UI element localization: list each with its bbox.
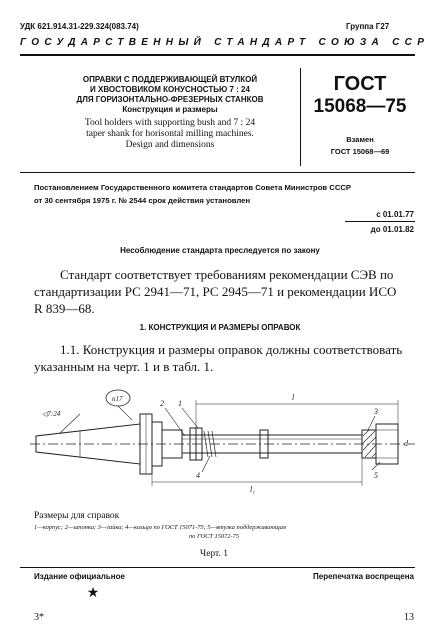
intro-line-2: стандартизации РС 2941—71, РС 2945—71 и рекомендации ИСО	[34, 284, 397, 299]
sheet-mark: 3*	[34, 612, 44, 623]
dim-l1-label: l₁	[250, 485, 256, 494]
leader-2	[165, 408, 185, 436]
taper-leader	[60, 414, 80, 433]
title-divider	[300, 68, 301, 166]
standard-line: ГОСУДАРСТВЕННЫЙ СТАНДАРТ СОЮЗА ССР	[20, 37, 430, 48]
page-number: 13	[404, 612, 414, 623]
star-mark: ★	[86, 586, 100, 601]
callout-n-leader	[118, 406, 132, 420]
reference-title: Размеры для справок	[34, 511, 120, 521]
legend-line-2: по ГОСТ 15072-75	[188, 533, 240, 540]
figure-label: Черт. 1	[200, 549, 228, 559]
section-line-2: указанным на черт. 1 и в табл. 1.	[34, 359, 214, 374]
arbor-drawing	[20, 378, 420, 503]
replaces-value: ГОСТ 15068—69	[330, 147, 390, 156]
header-rule	[20, 54, 415, 56]
group-code: Группа Г27	[346, 22, 390, 31]
valid-divider	[345, 221, 415, 222]
gost-label: ГОСТ	[333, 73, 387, 95]
callout-part-5: 5	[374, 471, 378, 480]
english-title	[40, 118, 300, 151]
valid-to: до 01.01.82	[370, 225, 414, 234]
intro-line-1: Стандарт соответствует требованиям рекомендации СЭВ по	[60, 267, 394, 282]
footer-rule	[20, 567, 415, 568]
udk-code: УДК 621.914.31-229.324(083.74)	[20, 22, 139, 31]
callout-n: n17	[112, 395, 123, 403]
section-title: 1. КОНСТРУКЦИЯ И РАЗМЕРЫ ОПРАВОК	[139, 323, 301, 332]
nut-hatching	[363, 430, 376, 457]
callout-part-1: 1	[178, 399, 182, 408]
english-line-2: taper shank for horisontal milling machines.	[86, 129, 254, 139]
callout-taper: ◁7:24	[42, 410, 61, 418]
official-edition: Издание официальное	[34, 572, 125, 581]
english-line-1: Tool holders with supporting bush and 7 : 24	[84, 118, 256, 128]
russian-title	[40, 75, 300, 115]
replaces-label: Взамен	[346, 135, 374, 144]
decree-line-1: Постановлением Государственного комитета стандартов Совета Министров СССР	[34, 183, 352, 192]
decree-line-2: от 30 сентября 1975 г. № 2544 срок действия установлен	[34, 196, 251, 205]
title-line-2: И ХВОСТОВИКОМ КОНУСНОСТЬЮ 7 : 24	[90, 85, 250, 94]
callout-part-2: 2	[160, 399, 164, 408]
gost-number: 15068—75	[313, 96, 407, 117]
title-line-3: ДЛЯ ГОРИЗОНТАЛЬНО-ФРЕЗЕРНЫХ СТАНКОВ	[76, 95, 264, 104]
title-line-1: ОПРАВКИ С ПОДДЕРЖИВАЮЩЕЙ ВТУЛКОЙ	[82, 75, 258, 84]
dim-d-label: d	[404, 439, 408, 448]
title-bottom-rule	[20, 172, 415, 173]
callout-part-3: 3	[374, 407, 378, 416]
section-line-1: 1.1. Конструкция и размеры оправок должны соответствовать	[60, 342, 403, 357]
title-subtitle: Конструкция и размеры	[122, 105, 218, 114]
leader-4	[202, 456, 210, 472]
callout-part-4: 4	[196, 471, 200, 480]
section-paragraph	[34, 341, 414, 375]
law-notice: Несоблюдение стандарта преследуется по закону	[120, 246, 320, 255]
reprint-forbidden: Перепечатка воспрещена	[313, 572, 414, 581]
dim-l-label: l	[292, 393, 295, 402]
legend-line-1: 1—корпус; 2—шпонка; 3—гайка; 4—кольцо по ГОСТ 15071-75; 5—втулка поддерживающая	[34, 524, 286, 531]
leader-1	[182, 408, 198, 428]
english-line-3: Design and dimensions	[125, 140, 215, 150]
valid-from: с 01.01.77	[376, 210, 414, 219]
intro-paragraph	[34, 266, 414, 317]
intro-line-3: R 839—68.	[34, 301, 95, 316]
leader-3	[368, 416, 375, 430]
